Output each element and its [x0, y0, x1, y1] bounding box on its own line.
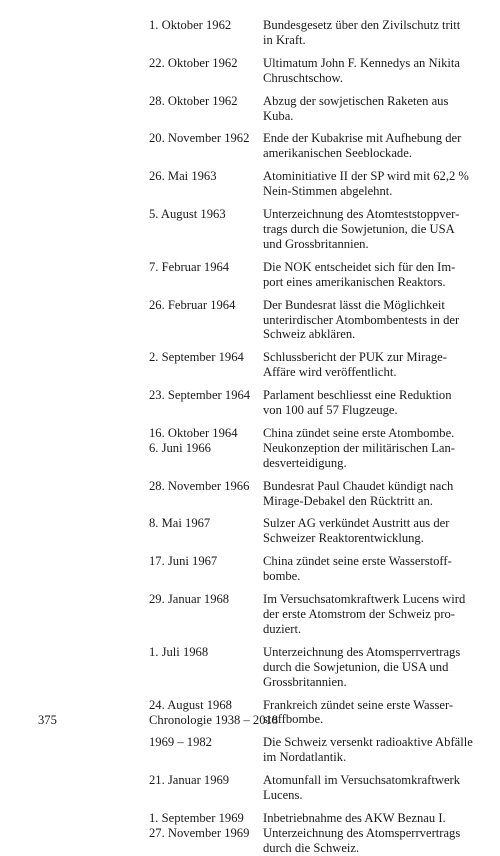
- entry-date: 23. September 1964: [149, 388, 251, 403]
- chronology-entry: [149, 18, 489, 48]
- page-number: 375: [38, 713, 57, 727]
- entry-date: 1. September 1969: [149, 810, 244, 825]
- entry-date: 28. Oktober 1962: [149, 93, 238, 108]
- entry-date: 5. August 1963: [149, 207, 226, 222]
- chronology-entry: [149, 479, 489, 509]
- entry-date: 26. Februar 1964: [149, 297, 236, 312]
- entry-date: 8. Mai 1967: [149, 516, 211, 531]
- entry-text: Frankreich zündet seine erste Wasser- stoffbombe.: [263, 697, 454, 727]
- chronology-entry: [149, 350, 489, 380]
- entry-text: Parlament beschliesst eine Reduktion von 100 auf 57 Flugzeuge.: [263, 388, 452, 418]
- entry-text: Atomunfall im Versuchsatomkraftwerk Lucens.: [263, 773, 461, 803]
- entry-text: Ende der Kubakrise mit Aufhebung der amerikanischen Seeblockade.: [263, 131, 462, 161]
- chronology-entry: [149, 826, 489, 856]
- entry-text: Unterzeichnung des Atomsperrvertrags durch die Sowjetunion, die USA und Grossbritannien.: [263, 644, 461, 689]
- entry-text: Bundesrat Paul Chaudet kündigt nach Mirage-Debakel den Rücktritt an.: [263, 478, 454, 508]
- chronology-entry: [149, 298, 489, 343]
- entry-text: Unterzeichnung des Atomteststoppver- trags durch die Sowjetunion, die USA und Grossbritannien.: [263, 207, 460, 251]
- chronology-entry: [149, 131, 489, 161]
- entry-date: 1969 – 1982: [149, 735, 212, 750]
- chronology-entry: [149, 592, 489, 637]
- entry-date: 24. August 1968: [149, 697, 232, 712]
- entry-text: Bundesgesetz über den Zivilschutz tritt in Kraft.: [263, 18, 461, 47]
- entry-date: 2. September 1964: [149, 350, 244, 365]
- chronology-list: [149, 18, 489, 856]
- chronology-entry: [149, 645, 489, 690]
- entry-date: 21. Januar 1969: [149, 773, 230, 788]
- chronology-entry: [149, 260, 489, 290]
- chronology-entry: [149, 388, 489, 418]
- entry-text: Inbetriebnahme des AKW Beznau I.: [263, 810, 446, 825]
- chronology-entry: [149, 735, 489, 765]
- entry-date: 17. Juni 1967: [149, 554, 218, 569]
- entry-date: 26. Mai 1963: [149, 169, 217, 184]
- entry-text: Im Versuchsatomkraftwerk Lucens wird der erste Atomstrom der Schweiz pro- duziert.: [263, 592, 466, 636]
- entry-date: 7. Februar 1964: [149, 259, 230, 274]
- entry-text: Der Bundesrat lässt die Möglichkeit unterirdischer Atombombentests in der Schweiz abklären.: [263, 297, 460, 342]
- entry-date: 1. Juli 1968: [149, 644, 209, 659]
- entry-text: Neukonzeption der militärischen Lan- desverteidigung.: [263, 440, 455, 470]
- entry-text: Abzug der sowjetischen Raketen aus Kuba.: [263, 93, 449, 123]
- entry-text: Ultimatum John F. Kennedys an Nikita Chruschtschow.: [263, 55, 460, 85]
- chronology-entry: [149, 773, 489, 803]
- entry-date: 28. November 1966: [149, 478, 250, 493]
- chronology-entry: [149, 811, 489, 826]
- chronology-entry: [149, 441, 489, 471]
- entry-date: 1. Oktober 1962: [149, 18, 232, 32]
- entry-date: 20. November 1962: [149, 131, 250, 146]
- entry-text: Sulzer AG verkündet Austritt aus der Schweizer Reaktorentwicklung.: [263, 516, 450, 546]
- entry-date: 27. November 1969: [149, 825, 250, 840]
- chronology-entry: [149, 169, 489, 199]
- entry-date: 6. Juni 1966: [149, 440, 211, 455]
- chronology-entry: [149, 56, 489, 86]
- entry-text: Schlussbericht der PUK zur Mirage- Affäre wird veröffentlicht.: [263, 350, 447, 380]
- chronology-entry: [149, 207, 489, 252]
- chronology-entry: [149, 516, 489, 546]
- entry-date: 29. Januar 1968: [149, 592, 230, 607]
- entry-text: Die Schweiz versenkt radioaktive Abfälle im Nordatlantik.: [263, 735, 473, 765]
- entry-text: Die NOK entscheidet sich für den Im- port eines amerikanischen Reaktors.: [263, 259, 456, 289]
- chronology-entry: [149, 426, 489, 441]
- entry-text: Atominitiative II der SP wird mit 62,2 % Nein-Stimmen abgelehnt.: [263, 169, 469, 199]
- entry-text: China zündet seine erste Atombombe.: [263, 425, 455, 440]
- running-title: Chronologie 1938 – 2018: [149, 713, 279, 727]
- entry-date: 16. Oktober 1964: [149, 425, 238, 440]
- entry-text: Unterzeichnung des Atomsperrvertrags durch die Schweiz.: [263, 825, 461, 855]
- chronology-entry: [149, 94, 489, 124]
- entry-date: 22. Oktober 1962: [149, 55, 238, 70]
- chronology-entry: [149, 554, 489, 584]
- entry-text: China zündet seine erste Wasserstoff- bombe.: [263, 554, 452, 584]
